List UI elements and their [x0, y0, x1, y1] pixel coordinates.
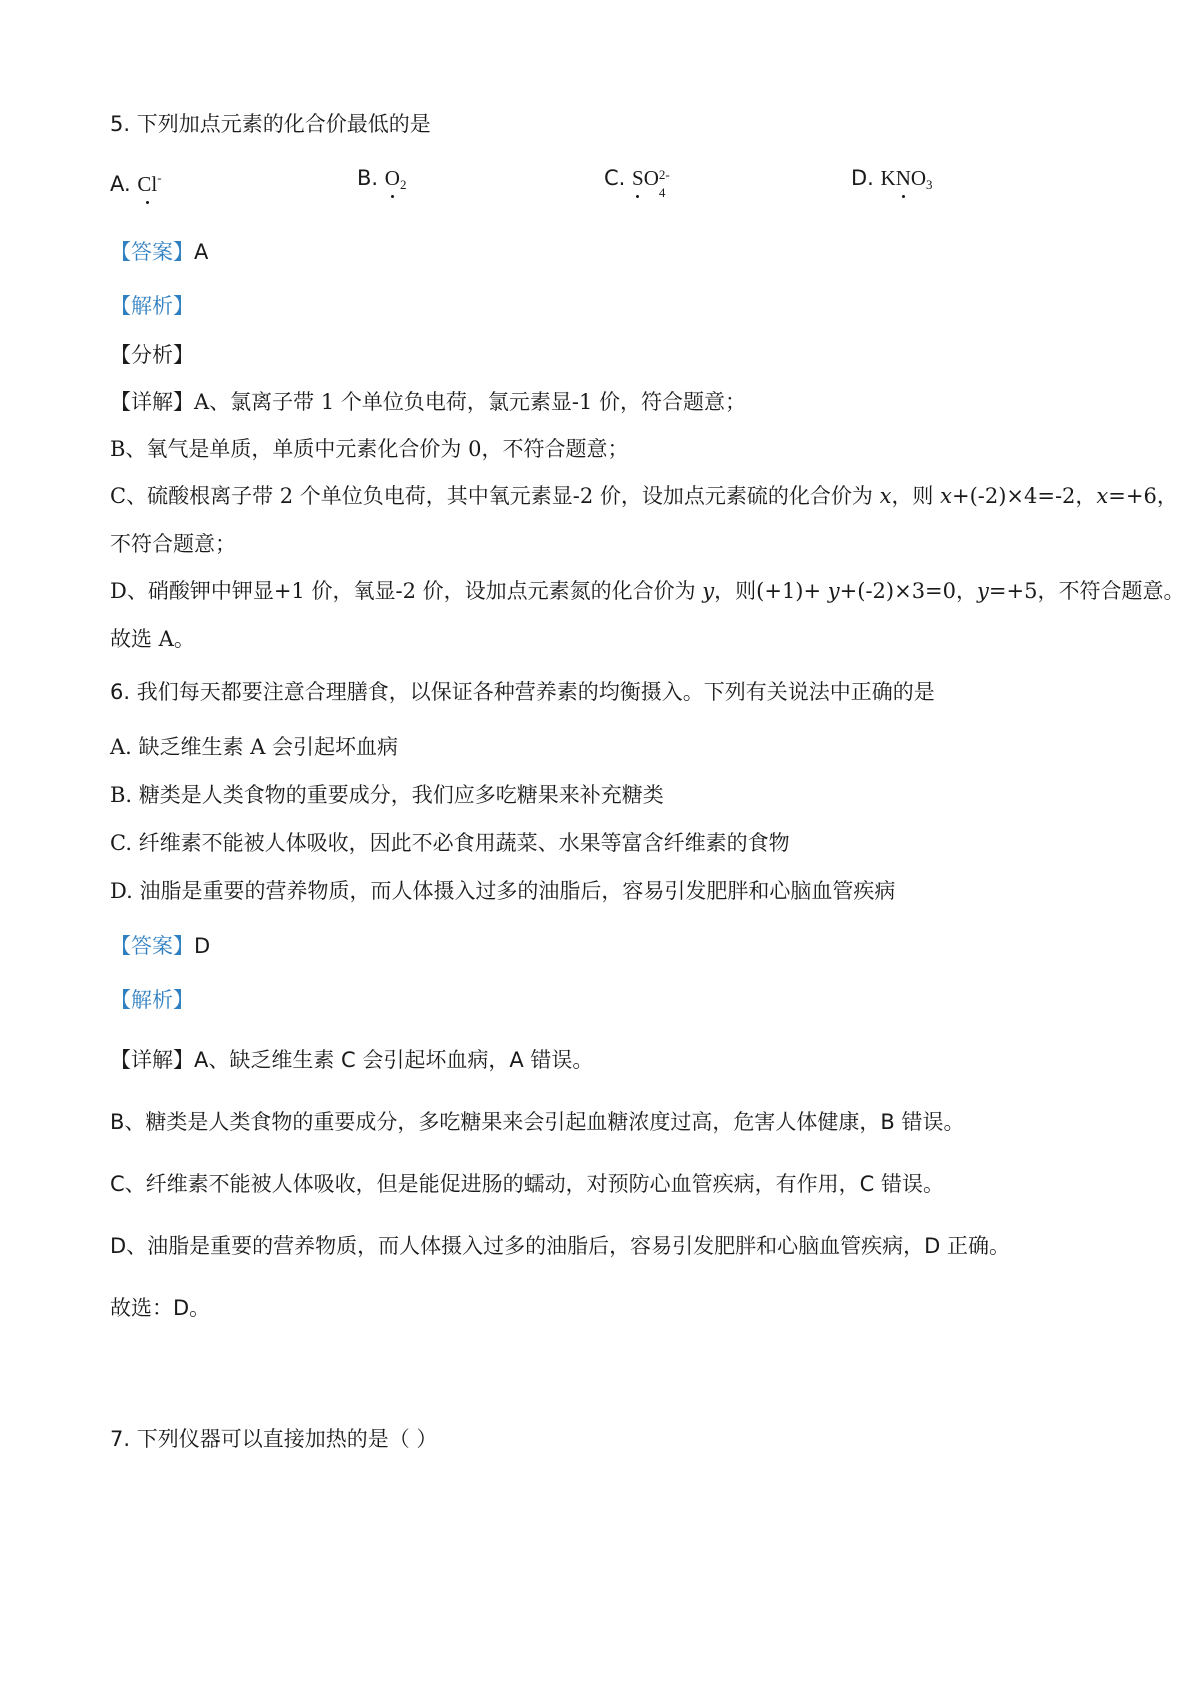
q5-option-b-formula: O [385, 163, 400, 193]
q5-detail-2: B、氧气是单质，单质中元素化合价为 0，不符合题意； [110, 437, 629, 461]
answer-tag: 【答案】 [110, 240, 194, 264]
q6-conclusion: 故选：D。 [110, 1296, 211, 1320]
q5-option-d-formula: KNO [881, 166, 927, 190]
q6-detail-2: B、糖类是人类食物的重要成分，多吃糖果来会引起血糖浓度过高，危害人体健康，B 错误。 [110, 1110, 965, 1134]
q6-detail-4: D、油脂是重要的营养物质，而人体摄入过多的油脂后，容易引发肥胖和心脑血管疾病，D 正确。 [110, 1234, 1011, 1258]
q6-option-a[interactable]: A. 缺乏维生素 A 会引起坏血病 [110, 735, 399, 759]
q5-detail-1: 【详解】A、氯离子带 1 个单位负电荷，氯元素显-1 价，符合题意； [110, 390, 747, 414]
q7-stem: 7. 下列仪器可以直接加热的是（ ） [110, 1427, 438, 1451]
answer-tag: 【答案】 [110, 934, 194, 958]
q5-answer: 【答案】A [110, 240, 209, 264]
q5-option-a-formula: Cl [137, 169, 157, 199]
q6-detail-3: C、纤维素不能被人体吸收，但是能促进肠的蠕动，对预防心血管疾病，有作用，C 错误。 [110, 1172, 944, 1196]
q5-detail-3-cont: 不符合题意； [110, 532, 236, 556]
q5-detail-3: C、硫酸根离子带 2 个单位负电荷，其中氧元素显-2 价，设加点元素硫的化合价为 x，则 x+(-2)×4=-2，x=+6， [110, 484, 1178, 508]
q6-stem: 6. 我们每天都要注意合理膳食，以保证各种营养素的均衡摄入。下列有关说法中正确的是 [110, 680, 935, 704]
q5-option-c-formula: SO [632, 163, 659, 193]
q5-option-c[interactable]: C. SO 2- 4 [604, 163, 679, 193]
q5-option-d[interactable]: D. $KNO_3$ [851, 163, 933, 200]
q6-answer: 【答案】D [110, 934, 211, 958]
q6-analysis-tag: 【解析】 [110, 988, 194, 1012]
q6-option-b[interactable]: B. 糖类是人类食物的重要成分，我们应多吃糖果来补充糖类 [110, 783, 664, 807]
q5-stem: 5. 下列加点元素的化合价最低的是 [110, 112, 431, 136]
q6-option-c[interactable]: C. 纤维素不能被人体吸收，因此不必食用蔬菜、水果等富含纤维素的食物 [110, 831, 790, 855]
q6-option-d[interactable]: D. 油脂是重要的营养物质，而人体摄入过多的油脂后，容易引发肥胖和心脑血管疾病 [110, 879, 896, 903]
q5-option-b[interactable]: B. $O_2$ [357, 163, 406, 200]
q5-fenxi-tag: 【分析】 [110, 343, 194, 367]
q5-analysis-tag: 【解析】 [110, 294, 194, 318]
q6-detail-1: 【详解】A、缺乏维生素 C 会引起坏血病，A 错误。 [110, 1048, 594, 1072]
q5-option-a[interactable]: A. Cl- [110, 163, 162, 199]
q5-conclusion: 故选 A。 [110, 627, 195, 651]
q5-detail-4: D、硝酸钾中钾显+1 价，氧显-2 价，设加点元素氮的化合价为 y，则(+1)+ y+(-2)×3=0，y=+5，不符合题意。 [110, 579, 1185, 603]
